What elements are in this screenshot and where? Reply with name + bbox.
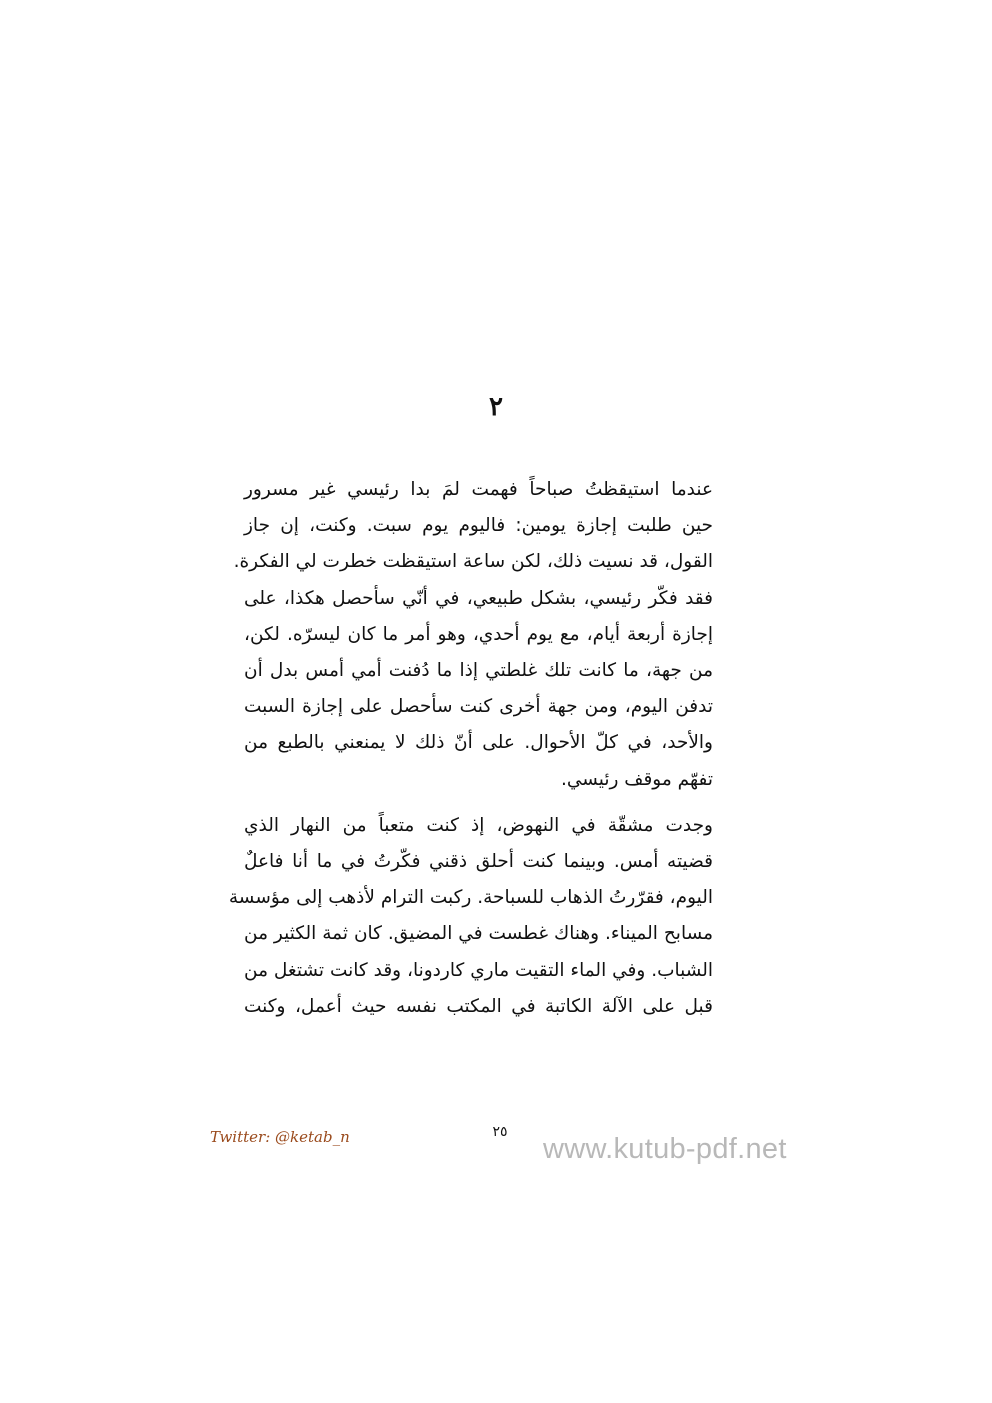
text-line: من جهة، ما كانت تلك غلطتي إذا ما دُفنت أمي أمس بدل أن: [244, 660, 713, 682]
text-line: والأحد، في كلّ الأحوال. على أنّ ذلك لا يمنعني بالطبع من: [244, 732, 713, 754]
text-line: تفهّم موقف رئيسي.: [560, 768, 713, 790]
text-line: وجدت مشقّة في النهوض، إذ كنت متعباً من النهار الذي: [244, 814, 713, 836]
text-line: قضيته أمس. وبينما كنت أحلق ذقني فكّرتُ في ما أنا فاعلٌ: [244, 851, 713, 873]
paragraph-1: [233, 472, 749, 798]
body-text: [228, 472, 749, 1025]
paragraph-2: [228, 808, 749, 1025]
text-line: إجازة أربعة أيام، مع يوم أحدي، وهو أمر ما كان ليسرّه. لكن،: [244, 623, 713, 645]
text-line: فقد فكّر رئيسي، بشكل طبيعي، في أنّي سأحصل هكذا، على: [244, 587, 713, 609]
twitter-handle: Twitter: @ketab_n: [210, 1128, 350, 1146]
text-line: الشباب. وفي الماء التقيت ماري كاردونا، وقد كانت تشتغل من: [244, 959, 713, 981]
text-line: القول، قد نسيت ذلك، لكن ساعة استيقظت خطرت لي الفكرة.: [233, 551, 713, 573]
text-line: مسابح الميناء. وهناك غطست في المضيق. كان ثمة الكثير من: [244, 923, 713, 945]
text-line: قبل على الآلة الكاتبة في المكتب نفسه حيث أعمل، وكنت: [244, 995, 713, 1017]
text-line: اليوم، فقرّرتُ الذهاب للسباحة. ركبت الترام لأذهب إلى مؤسسة: [228, 887, 713, 909]
text-line: تدفن اليوم، ومن جهة أخرى كنت سأحصل على إجازة السبت: [244, 696, 713, 718]
text-line: حين طلبت إجازة يومين: فاليوم يوم سبت. وكنت، إن جاز: [244, 515, 713, 537]
chapter-number: ٢: [489, 392, 503, 422]
text-line: عندما استيقظتُ صباحاً فهمت لمَ بدا رئيسي غير مسرور: [244, 479, 713, 500]
page-number: ٢٥: [492, 1124, 508, 1140]
website-watermark: www.kutub-pdf.net: [543, 1133, 787, 1165]
